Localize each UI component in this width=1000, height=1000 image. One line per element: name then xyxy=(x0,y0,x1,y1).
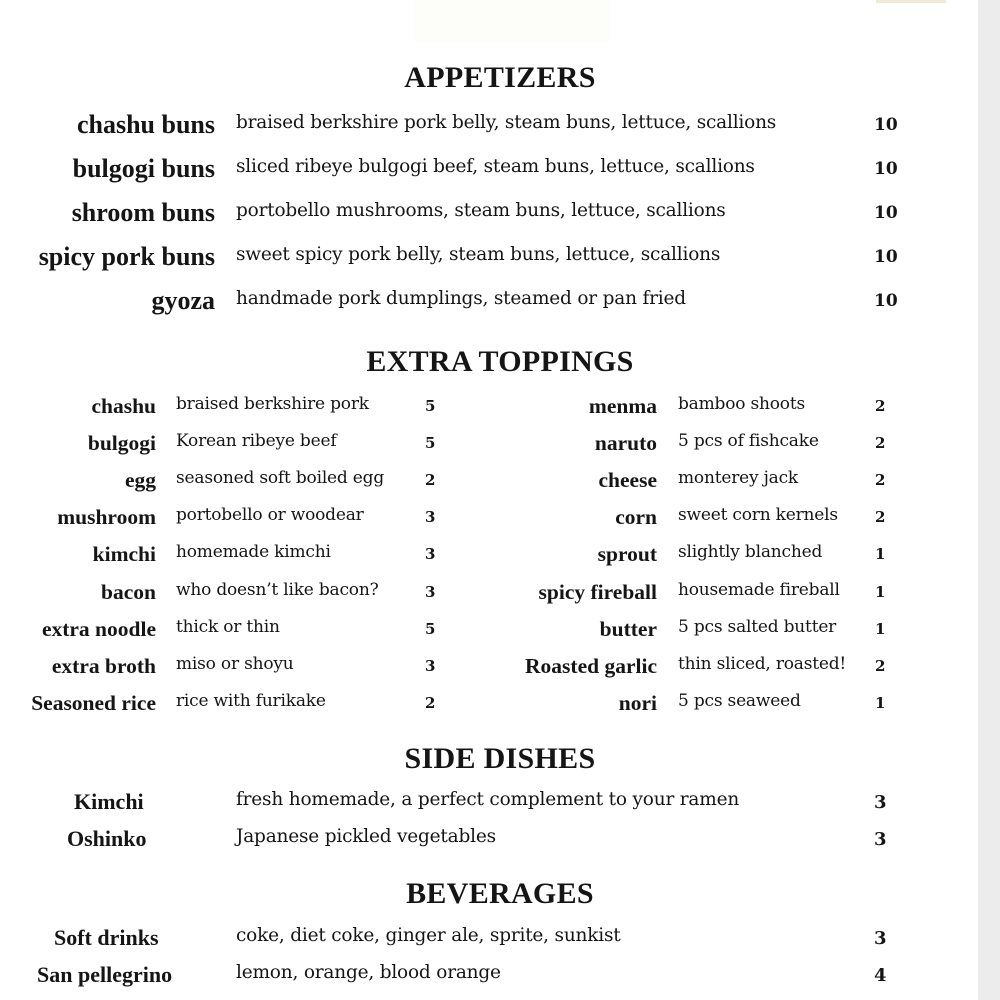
topping-price: 5 xyxy=(425,397,436,415)
menu-item xyxy=(0,925,1000,955)
topping-name: egg xyxy=(124,468,156,492)
topping-description: thick or thin xyxy=(176,617,280,637)
topping-name: extra noodle xyxy=(41,617,156,641)
item-description: sliced ribeye bulgogi beef, steam buns, lettuce, scallions xyxy=(236,156,755,177)
topping-price: 2 xyxy=(875,471,886,489)
item-description: handmade pork dumplings, steamed or pan fried xyxy=(236,288,686,309)
topping-name: corn xyxy=(615,505,657,529)
topping-description: homemade kimchi xyxy=(176,542,331,562)
topping-row xyxy=(0,691,1000,721)
topping-row xyxy=(0,394,1000,424)
topping-description: who doesn’t like bacon? xyxy=(176,580,379,600)
item-name: gyoza xyxy=(151,286,215,315)
menu-item xyxy=(0,198,1000,228)
menu-item xyxy=(0,110,1000,140)
topping-name: sprout xyxy=(597,542,657,566)
topping-name: bulgogi xyxy=(87,431,156,455)
topping-row xyxy=(0,617,1000,647)
topping-name: naruto xyxy=(594,431,657,455)
item-name: shroom buns xyxy=(71,198,215,227)
item-description: fresh homemade, a perfect complement to your ramen xyxy=(236,789,740,810)
topping-description: thin sliced, roasted! xyxy=(678,654,847,674)
topping-name: nori xyxy=(618,691,657,715)
topping-name: mushroom xyxy=(57,505,156,529)
topping-name: menma xyxy=(588,394,657,418)
menu-item xyxy=(0,962,1000,992)
topping-name: kimchi xyxy=(92,542,156,566)
topping-price: 2 xyxy=(875,508,886,526)
topping-description: Korean ribeye beef xyxy=(176,431,337,451)
item-price: 10 xyxy=(874,159,898,179)
topping-name: extra broth xyxy=(51,654,156,678)
item-description: coke, diet coke, ginger ale, sprite, sunkist xyxy=(236,925,621,946)
item-name: Oshinko xyxy=(67,826,147,851)
topping-price: 2 xyxy=(875,434,886,452)
topping-price: 1 xyxy=(875,620,886,638)
topping-row xyxy=(0,468,1000,498)
item-name: chashu buns xyxy=(76,110,215,139)
topping-row xyxy=(0,654,1000,684)
item-description: sweet spicy pork belly, steam buns, lettuce, scallions xyxy=(236,244,721,265)
side-dishes-title: SIDE DISHES xyxy=(404,742,596,775)
topping-description: bamboo shoots xyxy=(678,394,805,414)
topping-description: 5 pcs salted butter xyxy=(678,617,837,637)
item-price: 3 xyxy=(874,829,887,850)
item-description: braised berkshire pork belly, steam buns, lettuce, scallions xyxy=(236,112,777,133)
item-name: Soft drinks xyxy=(54,925,159,950)
topping-name: butter xyxy=(599,617,657,641)
topping-row xyxy=(0,580,1000,610)
topping-description: portobello or woodear xyxy=(176,505,364,525)
topping-name: Seasoned rice xyxy=(31,691,156,715)
beverages-title: BEVERAGES xyxy=(406,877,594,910)
menu-item xyxy=(0,789,1000,819)
topping-price: 5 xyxy=(425,620,436,638)
item-name: bulgogi buns xyxy=(72,154,215,183)
item-price: 3 xyxy=(874,792,887,813)
topping-description: rice with furikake xyxy=(176,691,326,711)
menu-item xyxy=(0,154,1000,184)
item-price: 10 xyxy=(874,247,898,267)
extra-toppings-title: EXTRA TOPPINGS xyxy=(366,345,634,378)
item-description: portobello mushrooms, steam buns, lettuce, scallions xyxy=(236,200,726,221)
topping-description: slightly blanched xyxy=(678,542,823,562)
logo-mark xyxy=(876,0,946,3)
menu-logo-area xyxy=(414,0,610,42)
item-description: lemon, orange, blood orange xyxy=(236,962,501,983)
item-price: 10 xyxy=(874,115,898,135)
topping-price: 5 xyxy=(425,434,436,452)
appetizers-title: APPETIZERS xyxy=(404,61,596,94)
topping-price: 2 xyxy=(425,694,436,712)
item-name: San pellegrino xyxy=(37,962,173,987)
topping-price: 1 xyxy=(875,583,886,601)
topping-price: 3 xyxy=(425,583,436,601)
topping-description: miso or shoyu xyxy=(176,654,294,674)
menu-item xyxy=(0,242,1000,272)
topping-row xyxy=(0,431,1000,461)
topping-description: sweet corn kernels xyxy=(678,505,838,525)
topping-price: 3 xyxy=(425,545,436,563)
topping-row xyxy=(0,505,1000,535)
topping-price: 3 xyxy=(425,508,436,526)
topping-description: 5 pcs seaweed xyxy=(678,691,801,711)
topping-price: 2 xyxy=(425,471,436,489)
item-name: spicy pork buns xyxy=(38,242,215,271)
item-price: 3 xyxy=(874,928,887,949)
topping-price: 1 xyxy=(875,694,886,712)
topping-price: 1 xyxy=(875,545,886,563)
menu-item xyxy=(0,286,1000,316)
topping-name: cheese xyxy=(598,468,657,492)
topping-row xyxy=(0,542,1000,572)
item-description: Japanese pickled vegetables xyxy=(236,826,496,847)
menu-item xyxy=(0,826,1000,856)
topping-name: spicy fireball xyxy=(538,580,657,604)
topping-name: bacon xyxy=(101,580,156,604)
topping-description: 5 pcs of fishcake xyxy=(678,431,819,451)
item-price: 10 xyxy=(874,203,898,223)
topping-description: monterey jack xyxy=(678,468,799,488)
item-name: Kimchi xyxy=(74,789,144,814)
topping-price: 3 xyxy=(425,657,436,675)
topping-price: 2 xyxy=(875,397,886,415)
topping-name: Roasted garlic xyxy=(525,654,657,678)
topping-description: housemade fireball xyxy=(678,580,840,600)
topping-description: seasoned soft boiled egg xyxy=(176,468,385,488)
topping-name: chashu xyxy=(91,394,156,418)
topping-price: 2 xyxy=(875,657,886,675)
item-price: 10 xyxy=(874,291,898,311)
item-price: 4 xyxy=(874,965,887,986)
topping-description: braised berkshire pork xyxy=(176,394,369,414)
